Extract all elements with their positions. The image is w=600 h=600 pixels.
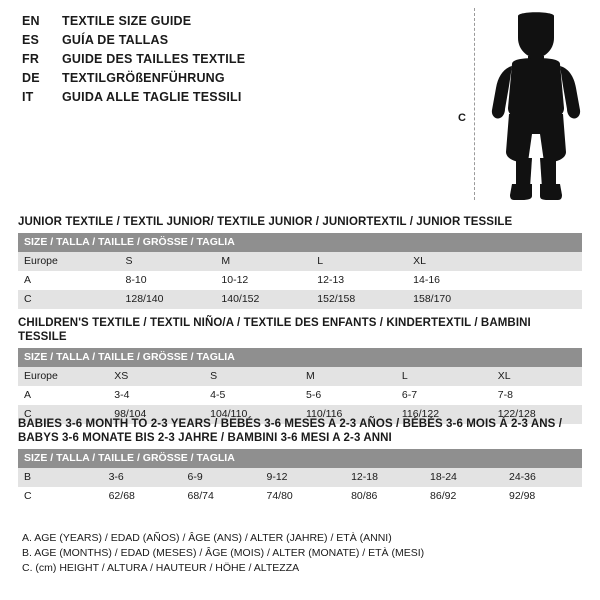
language-row xyxy=(22,52,442,71)
table-row xyxy=(18,367,582,386)
language-row xyxy=(22,90,442,109)
cell: Europe xyxy=(24,370,58,382)
babies-size-table xyxy=(18,449,582,506)
cell: 12-18 xyxy=(351,471,378,483)
cell: 3-4 xyxy=(114,389,130,401)
language-code: IT xyxy=(22,90,34,104)
cell: M xyxy=(305,370,315,382)
section-title: BABIES 3-6 MONTH TO 2-3 YEARS / BEBÉS 3-6 MESES A 2-3 AÑOS / BÉBÉS 3-6 MOIS À 2-3 ANS / BABYS 3-6 MONATE BIS 2-3 JAHRE / BAMBINI 3-6 MESI A 2-3 ANNI xyxy=(18,418,562,444)
child-silhouette-icon xyxy=(482,12,592,202)
measure-label-c: C xyxy=(458,112,466,124)
legend-line-c: C. (cm) HEIGHT / ALTURA / HAUTEUR / HÖHE / ALTEZZA xyxy=(22,562,300,574)
language-row xyxy=(22,33,442,52)
cell: 80/86 xyxy=(351,490,378,502)
table-row xyxy=(18,468,582,487)
cell: S xyxy=(210,370,218,382)
cell: C xyxy=(24,293,32,305)
cell: XS xyxy=(114,370,129,382)
table-head-row xyxy=(18,233,582,252)
language-row xyxy=(22,71,442,90)
cell: 24-36 xyxy=(509,471,536,483)
cell: 104/110 xyxy=(210,408,248,420)
cell: 6-7 xyxy=(401,389,418,401)
cell xyxy=(503,271,582,290)
section-babies xyxy=(18,417,582,506)
language-row xyxy=(22,14,442,33)
cell: 158/170 xyxy=(413,293,452,305)
cell: 18-24 xyxy=(430,471,457,483)
language-title: TEXTILE SIZE GUIDE xyxy=(62,14,192,28)
section-children xyxy=(18,316,582,424)
language-title: GUÍA DE TALLAS xyxy=(62,33,169,47)
cell: L xyxy=(317,255,324,267)
table-head-row xyxy=(18,348,582,367)
cell: 98/104 xyxy=(114,408,147,420)
section-title: CHILDREN'S TEXTILE / TEXTIL NIÑO/A / TEXTILE DES ENFANTS / KINDERTEXTIL / BAMBINI TESSILE xyxy=(18,317,531,343)
table-row xyxy=(18,487,582,506)
table-head-label: SIZE / TALLA / TAILLE / GRÖSSE / TAGLIA xyxy=(24,236,235,248)
language-title: GUIDA ALLE TAGLIE TESSILI xyxy=(62,90,242,104)
language-code: FR xyxy=(22,52,40,66)
language-title: TEXTILGRÖßENFÜHRUNG xyxy=(62,71,225,85)
cell: 5-6 xyxy=(305,389,322,401)
cell: 62/68 xyxy=(108,490,135,502)
cell: 140/152 xyxy=(221,293,260,305)
cell: 68/74 xyxy=(187,490,214,502)
cell: 10-12 xyxy=(221,274,249,286)
junior-size-table xyxy=(18,233,582,309)
cell: 86/92 xyxy=(430,490,457,502)
cell: 152/158 xyxy=(317,293,356,305)
legend-line-a: A. AGE (YEARS) / EDAD (AÑOS) / ÂGE (ANS) / ALTER (JAHRE) / ETÀ (ANNI) xyxy=(22,532,392,544)
cell xyxy=(503,252,582,271)
language-header xyxy=(22,14,442,109)
cell xyxy=(503,290,582,309)
cell: 3-6 xyxy=(108,471,124,483)
cell: M xyxy=(221,255,231,267)
table-row xyxy=(18,252,582,271)
language-code: EN xyxy=(22,14,40,28)
cell: 9-12 xyxy=(266,471,288,483)
cell: 116/122 xyxy=(401,408,440,420)
section-junior xyxy=(18,215,582,309)
cell: XL xyxy=(497,370,511,382)
language-title: GUIDE DES TAILLES TEXTILE xyxy=(62,52,246,66)
table-row xyxy=(18,271,582,290)
cell: 6-9 xyxy=(187,471,203,483)
cell: A xyxy=(24,274,32,286)
cell: B xyxy=(24,471,32,483)
measurement-figure xyxy=(452,8,592,203)
legend-line-b: B. AGE (MONTHS) / EDAD (MESES) / ÂGE (MOIS) / ALTER (MONATE) / ETÀ (MESI) xyxy=(22,547,425,559)
cell: S xyxy=(125,255,133,267)
table-head-label: SIZE / TALLA / TAILLE / GRÖSSE / TAGLIA xyxy=(24,351,235,363)
language-code: ES xyxy=(22,33,40,47)
cell: C xyxy=(24,490,32,502)
cell: 14-16 xyxy=(413,274,440,286)
cell: L xyxy=(401,370,408,382)
cell: 74/80 xyxy=(266,490,293,502)
children-size-table xyxy=(18,348,582,424)
legend-footer xyxy=(22,531,582,576)
table-row xyxy=(18,386,582,405)
height-measure-line xyxy=(474,8,475,200)
cell: Europe xyxy=(24,255,58,267)
cell: 122/128 xyxy=(497,408,536,420)
table-head-label: SIZE / TALLA / TAILLE / GRÖSSE / TAGLIA xyxy=(24,452,235,464)
table-row xyxy=(18,290,582,309)
cell: 110/116 xyxy=(305,408,343,420)
cell: A xyxy=(24,389,32,401)
section-title: JUNIOR TEXTILE / TEXTIL JUNIOR/ TEXTILE JUNIOR / JUNIORTEXTIL / JUNIOR TESSILE xyxy=(18,216,513,228)
table-head-row xyxy=(18,449,582,468)
cell: 92/98 xyxy=(509,490,536,502)
cell: 8-10 xyxy=(125,274,147,286)
cell: 4-5 xyxy=(210,389,226,401)
language-code: DE xyxy=(22,71,40,85)
cell: 7-8 xyxy=(497,389,513,401)
cell: XL xyxy=(413,255,426,267)
cell: C xyxy=(24,408,32,420)
cell: 128/140 xyxy=(125,293,164,305)
cell: 12-13 xyxy=(317,274,345,286)
